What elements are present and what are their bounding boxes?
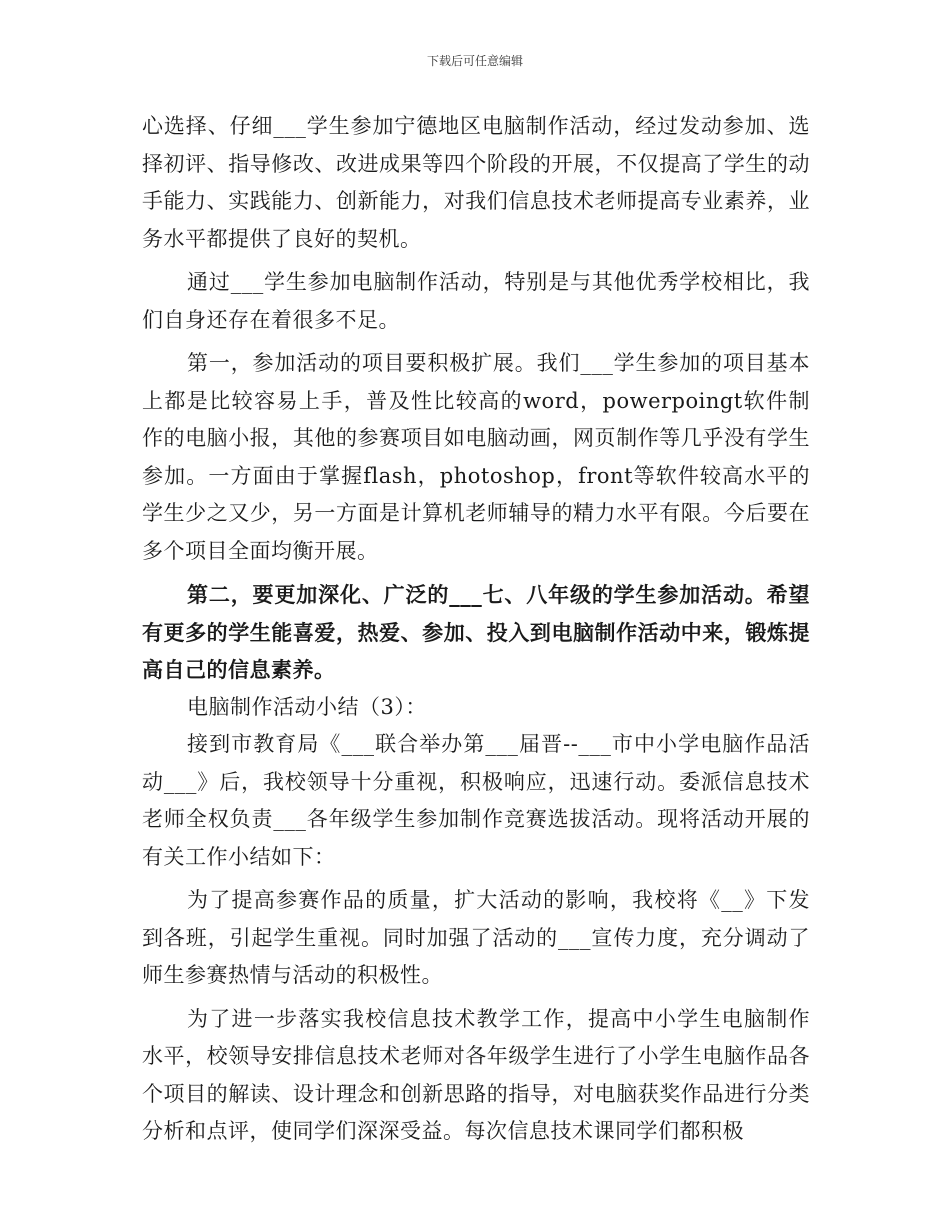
paragraph-7: 为了进一步落实我校信息技术教学工作，提高中小学生电脑制作水平，校领导安排信息技术老师对各年级学生进行了小学生电脑作品各个项目的解读、设计理念和创新思路的指导，对电脑获奖作品进行分类分析和点评，使同学们深深受益。每次信息技术课同学们都积极 [142,1006,810,1143]
paragraph-1: 心选择、仔细___学生参加宁德地区电脑制作活动，经过发动参加、选择初评、指导修改、改进成果等四个阶段的开展，不仅提高了学生的动手能力、实践能力、创新能力，对我们信息技术老师提高专业素养，业务水平都提供了良好的契机。 [142,114,810,251]
paragraph-6: 为了提高参赛作品的质量，扩大活动的影响，我校将《__》下发到各班，引起学生重视。同时加强了活动的___宣传力度，充分调动了师生参赛热情与活动的积极性。 [142,888,810,987]
paragraph-3: 第一，参加活动的项目要积极扩展。我们___学生参加的项目基本上都是比较容易上手，普及性比较高的word，powerpoingt软件制作的电脑小报，其他的参赛项目如电脑动画，网页制作等几乎没有学生参加。一方面由于掌握flash，photoshop，front等软件较高水平的学生少之又少，另一方面是计算机老师辅导的精力水平有限。今后要在多个项目全面均衡开展。 [142,351,810,563]
paragraph-2: 通过___学生参加电脑制作活动，特别是与其他优秀学校相比，我们自身还存在着很多不足。 [142,270,810,332]
section-heading: 电脑制作活动小结（3）： [187,694,427,719]
page-header-note: 下载后可任意编辑 [426,54,523,68]
paragraph-5: 接到市教育局《___联合举办第___届晋--___市中小学电脑作品活动___》后，我校领导十分重视，积极响应，迅速行动。委派信息技术老师全权负责___各年级学生参加制作竞赛选拔活动。现将活动开展的有关工作小结如下： [142,732,810,869]
paragraph-4-bold: 第二，要更加深化、广泛的___七、八年级的学生参加活动。希望有更多的学生能喜爱，热爱、参加、投入到电脑制作活动中来，锻炼提高自己的信息素养。 [142,582,810,682]
document-body [142,108,810,1151]
